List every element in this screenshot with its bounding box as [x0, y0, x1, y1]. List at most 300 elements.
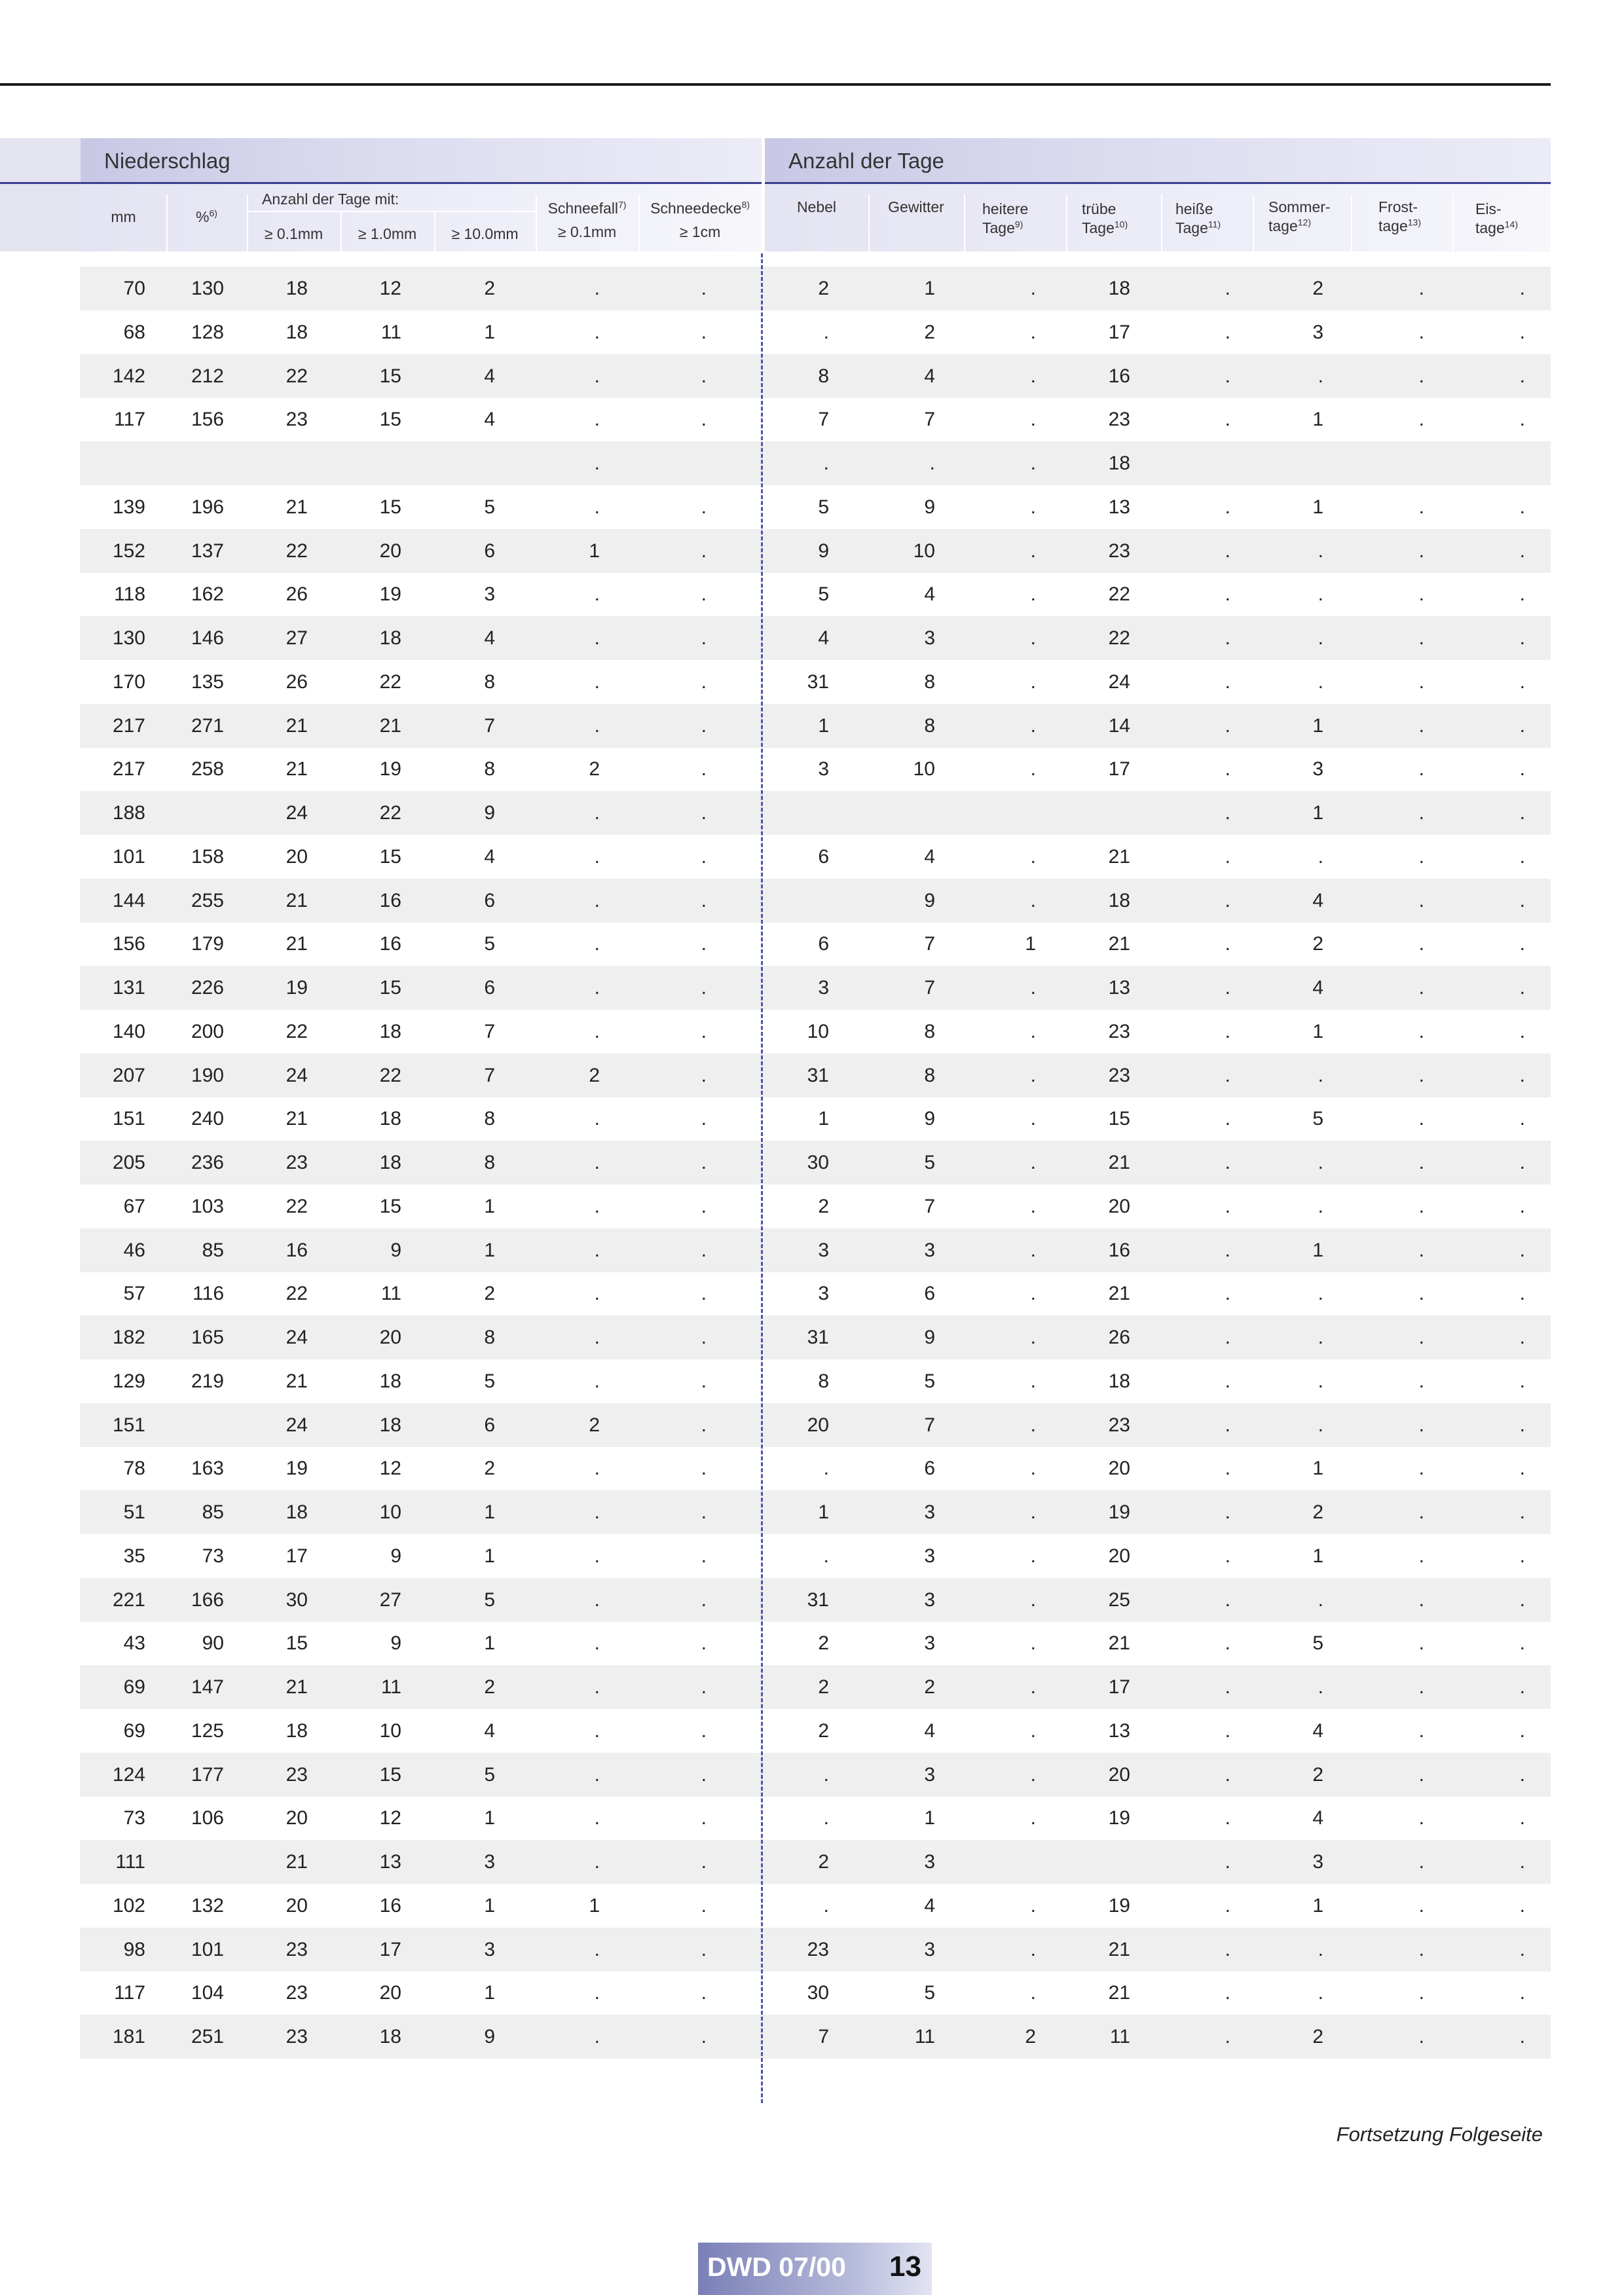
cell-pct: 147	[191, 1676, 224, 1698]
cell-heisse: .	[1225, 1283, 1230, 1305]
cell-truebe: 21	[1108, 1632, 1130, 1655]
cell-eis: .	[1519, 670, 1525, 693]
cell-schneefall: .	[594, 1020, 600, 1042]
cell-schneedecke: .	[701, 1458, 707, 1480]
cell-heitere: .	[1030, 1763, 1036, 1786]
cell-gewitter: 2	[924, 1676, 935, 1698]
cell-gewitter: 1	[924, 1807, 935, 1829]
cell-pct: 106	[191, 1807, 224, 1829]
cell-t100: 1	[484, 321, 495, 343]
cell-frost: .	[1418, 1676, 1424, 1698]
cell-truebe: 21	[1108, 845, 1130, 868]
cell-schneedecke: .	[701, 409, 707, 431]
cell-schneefall: .	[594, 1283, 600, 1305]
cell-gewitter: 6	[924, 1283, 935, 1305]
cell-mm: 156	[112, 933, 145, 955]
cell-pct: 85	[202, 1501, 224, 1523]
cell-sommer: .	[1318, 1676, 1323, 1698]
col-header-heisse	[1175, 200, 1221, 238]
cell-schneedecke: .	[701, 1501, 707, 1523]
cell-t100: 5	[484, 1370, 495, 1392]
cell-nebel: 7	[818, 2026, 829, 2047]
cell-nebel: .	[823, 1545, 829, 1567]
cell-heisse: .	[1225, 540, 1230, 562]
cell-frost: .	[1418, 758, 1424, 780]
cell-frost: .	[1418, 278, 1424, 299]
cell-heitere: .	[1030, 278, 1036, 299]
cell-eis: .	[1519, 933, 1525, 955]
cell-sommer: .	[1318, 1414, 1323, 1436]
cell-sommer: 1	[1312, 1239, 1323, 1261]
cell-eis: .	[1519, 365, 1525, 387]
cell-sommer: .	[1318, 1152, 1323, 1173]
cell-t100: 1	[484, 1239, 495, 1261]
cell-t10: 13	[379, 1851, 401, 1873]
cell-eis: .	[1519, 1327, 1525, 1348]
cell-gewitter: 4	[924, 1719, 935, 1742]
cell-eis: .	[1519, 1283, 1525, 1305]
cell-mm: 69	[123, 1676, 145, 1698]
cell-t100: 4	[484, 365, 495, 387]
cell-t10: 11	[380, 1283, 401, 1305]
cell-mm: 144	[112, 889, 145, 911]
cell-schneefall: .	[594, 1632, 600, 1655]
section-divider	[761, 253, 763, 2103]
cell-gewitter: 5	[924, 1982, 935, 2004]
cell-truebe: 22	[1108, 627, 1130, 649]
cell-heisse: .	[1225, 933, 1230, 955]
cell-eis: .	[1519, 1545, 1525, 1567]
cell-heisse: .	[1225, 1414, 1230, 1436]
table-row	[80, 1796, 1551, 1840]
cell-t10: 15	[379, 977, 401, 999]
cell-t10: 10	[379, 1719, 401, 1742]
cell-eis: .	[1519, 1982, 1525, 2004]
cell-schneedecke: .	[701, 1982, 707, 2004]
footnote-marker: 14)	[1504, 219, 1518, 230]
cell-t01: 21	[286, 758, 308, 780]
cell-schneedecke: .	[701, 977, 707, 999]
cell-gewitter: 7	[924, 409, 935, 431]
cell-mm: 102	[112, 1894, 145, 1917]
footnote-marker: 9)	[1014, 219, 1024, 230]
cell-schneedecke: .	[701, 278, 707, 299]
cell-t01: 23	[286, 1982, 308, 2004]
cell-schneedecke: .	[701, 1719, 707, 1742]
cell-t01: 22	[286, 1195, 308, 1217]
cell-schneedecke: .	[701, 1763, 707, 1786]
cell-schneedecke: .	[701, 1588, 707, 1611]
cell-pct: 125	[191, 1719, 224, 1742]
cell-sommer: 3	[1312, 758, 1323, 780]
cell-t100: 8	[484, 1327, 495, 1348]
cell-sommer: .	[1318, 1327, 1323, 1348]
cell-heisse: .	[1225, 1851, 1230, 1873]
cell-mm: 139	[112, 496, 145, 518]
cell-t10: 16	[379, 889, 401, 911]
table-row	[80, 1753, 1551, 1797]
cell-truebe: 13	[1108, 496, 1130, 518]
cell-t01: 17	[286, 1545, 308, 1567]
table-row	[80, 1359, 1551, 1403]
cell-heisse: .	[1225, 1501, 1230, 1523]
cell-mm: 70	[123, 278, 145, 299]
col-header-nebel: Nebel	[796, 198, 837, 215]
cell-gewitter: 4	[924, 365, 935, 387]
cell-nebel: 3	[818, 1239, 829, 1261]
cell-pct: 251	[191, 2026, 224, 2047]
cell-t10: 18	[379, 2026, 401, 2047]
cell-heisse: .	[1225, 1807, 1230, 1829]
cell-eis: .	[1519, 1064, 1525, 1086]
cell-truebe: 15	[1108, 1108, 1130, 1130]
cell-sommer: 2	[1312, 2026, 1323, 2047]
col-header-gewitter: Gewitter	[888, 198, 944, 215]
cell-frost: .	[1418, 409, 1424, 431]
cell-truebe: 21	[1108, 933, 1130, 955]
cell-t01: 21	[286, 1851, 308, 1873]
cell-truebe: 18	[1108, 278, 1130, 299]
cell-schneefall: .	[594, 278, 600, 299]
cell-schneefall: .	[594, 365, 600, 387]
cell-sommer: 2	[1312, 1501, 1323, 1523]
cell-sommer: .	[1318, 1370, 1323, 1392]
cell-t100: 6	[484, 889, 495, 911]
cell-truebe: 13	[1108, 977, 1130, 999]
cell-heitere: .	[1030, 1501, 1036, 1523]
footnote-marker: 13)	[1407, 217, 1421, 228]
cell-pct: 190	[191, 1064, 224, 1086]
cell-gewitter: 4	[924, 1894, 935, 1917]
cell-t10: 9	[390, 1545, 401, 1567]
cell-eis: .	[1519, 758, 1525, 780]
cell-schneefall: .	[594, 1370, 600, 1392]
cell-t100: 7	[484, 714, 495, 737]
table-row	[80, 266, 1551, 310]
table-row	[80, 704, 1551, 748]
cell-truebe: 20	[1108, 1458, 1130, 1480]
cell-pct: 166	[191, 1588, 224, 1611]
cell-t100: 1	[484, 1894, 495, 1917]
cell-heisse: .	[1225, 2026, 1230, 2047]
cell-t10: 20	[379, 1982, 401, 2004]
cell-truebe: 14	[1108, 714, 1130, 737]
cell-heisse: .	[1225, 1938, 1230, 1960]
cell-pct: 103	[191, 1195, 224, 1217]
cell-heitere: .	[1030, 1414, 1036, 1436]
col-header-heitere-line1: heitere	[982, 200, 1029, 217]
cell-t01: 26	[286, 670, 308, 693]
cell-truebe: 25	[1108, 1588, 1130, 1611]
cell-mm: 217	[112, 714, 145, 737]
cell-frost: .	[1418, 1982, 1424, 2004]
cell-pct: 101	[191, 1938, 224, 1960]
cell-heisse: .	[1225, 1763, 1230, 1786]
cell-eis: .	[1519, 583, 1525, 606]
cell-sommer: .	[1318, 365, 1323, 387]
cell-schneedecke: .	[701, 1152, 707, 1173]
cell-t100: 3	[484, 1851, 495, 1873]
section-title-niederschlag: Niederschlag	[104, 149, 231, 173]
continuation-note: Fortsetzung Folgeseite	[1336, 2123, 1543, 2146]
cell-t100: 1	[484, 1632, 495, 1655]
cell-heitere: .	[1030, 758, 1036, 780]
cell-t01: 22	[286, 540, 308, 562]
cell-heisse: .	[1225, 583, 1230, 606]
cell-t01: 21	[286, 496, 308, 518]
cell-mm: 111	[115, 1851, 145, 1873]
cell-t100: 9	[484, 802, 495, 824]
cell-schneefall: .	[594, 1195, 600, 1217]
col-header-heisse-line2: Tage	[1175, 219, 1208, 236]
table-row	[80, 1884, 1551, 1928]
cell-schneedecke: .	[701, 1545, 707, 1567]
cell-heisse: .	[1225, 714, 1230, 737]
cell-t100: 1	[484, 1982, 495, 2004]
col-header-schneefall-thr: ≥ 0.1mm	[557, 223, 617, 240]
table-row	[80, 791, 1551, 835]
cell-t10: 15	[379, 1763, 401, 1786]
cell-pct: 162	[191, 583, 224, 606]
cell-truebe: 20	[1108, 1763, 1130, 1786]
cell-schneedecke: .	[701, 1807, 707, 1829]
header-separator	[1161, 194, 1162, 251]
table-row	[80, 1315, 1551, 1359]
cell-pct: 73	[202, 1545, 224, 1567]
cell-t01: 18	[286, 1719, 308, 1742]
cell-truebe: 21	[1108, 1982, 1130, 2004]
cell-pct: 179	[191, 933, 224, 955]
cell-schneedecke: .	[701, 321, 707, 343]
cell-t10: 9	[390, 1632, 401, 1655]
cell-gewitter: 9	[924, 889, 935, 911]
cell-pct: 200	[191, 1020, 224, 1042]
cell-nebel: 20	[807, 1414, 829, 1436]
cell-schneefall: .	[594, 1108, 600, 1130]
cell-mm: 57	[123, 1283, 145, 1305]
cell-eis: .	[1519, 1152, 1525, 1173]
cell-eis: .	[1519, 1239, 1525, 1261]
cell-heisse: .	[1225, 1327, 1230, 1348]
cell-schneefall: .	[594, 496, 600, 518]
cell-heitere: .	[1030, 1195, 1036, 1217]
cell-heisse: .	[1225, 1458, 1230, 1480]
cell-t01: 23	[286, 2026, 308, 2047]
cell-heitere: .	[1030, 1020, 1036, 1042]
cell-gewitter: 7	[924, 977, 935, 999]
cell-eis: .	[1519, 321, 1525, 343]
cell-frost: .	[1418, 321, 1424, 343]
cell-pct: 135	[191, 670, 224, 693]
cell-schneefall: .	[594, 1719, 600, 1742]
cell-nebel: 23	[807, 1938, 829, 1960]
cell-pct: 85	[202, 1239, 224, 1261]
cell-schneefall: .	[594, 1676, 600, 1698]
cell-schneefall: .	[594, 452, 600, 474]
table-row	[80, 879, 1551, 923]
cell-truebe: 21	[1108, 1152, 1130, 1173]
cell-mm: 78	[123, 1458, 145, 1480]
cell-sommer: .	[1318, 1982, 1323, 2004]
cell-heisse: .	[1225, 1545, 1230, 1567]
cell-nebel: .	[823, 1763, 829, 1786]
cell-gewitter: 3	[924, 1763, 935, 1786]
cell-nebel: 31	[807, 1588, 829, 1611]
cell-gewitter: 3	[924, 1588, 935, 1611]
table-row	[80, 1534, 1551, 1578]
cell-frost: .	[1418, 889, 1424, 911]
cell-t10: 12	[379, 1458, 401, 1480]
cell-heisse: .	[1225, 627, 1230, 649]
cell-truebe: 23	[1108, 1064, 1130, 1086]
cell-t01: 20	[286, 845, 308, 868]
cell-frost: .	[1418, 1108, 1424, 1130]
cell-frost: .	[1418, 1239, 1424, 1261]
table-row	[80, 2015, 1551, 2059]
cell-sommer: 1	[1312, 1894, 1323, 1917]
cell-heisse: .	[1225, 1152, 1230, 1173]
section-header-anzahl	[765, 138, 1551, 183]
cell-gewitter: 5	[924, 1370, 935, 1392]
cell-t100: 5	[484, 1763, 495, 1786]
cell-frost: .	[1418, 845, 1424, 868]
cell-sommer: .	[1318, 845, 1323, 868]
cell-mm: 207	[112, 1064, 145, 1086]
cell-schneefall: .	[594, 889, 600, 911]
cell-frost: .	[1418, 1414, 1424, 1436]
cell-truebe: 11	[1109, 2026, 1130, 2047]
cell-eis: .	[1519, 1676, 1525, 1698]
cell-frost: .	[1418, 1064, 1424, 1086]
cell-frost: .	[1418, 1283, 1424, 1305]
footnote-marker: 12)	[1297, 217, 1311, 228]
col-header-thr-01: ≥ 0.1mm	[264, 225, 323, 242]
cell-frost: .	[1418, 1938, 1424, 1960]
col-header-mm: mm	[111, 208, 136, 225]
cell-nebel: 2	[818, 1676, 829, 1698]
cell-eis: .	[1519, 1501, 1525, 1523]
cell-sommer: 1	[1312, 1458, 1323, 1480]
cell-mm: 51	[123, 1501, 145, 1523]
cell-t10: 15	[379, 845, 401, 868]
cell-sommer: 3	[1312, 321, 1323, 343]
cell-mm: 118	[114, 583, 145, 606]
cell-t10: 18	[379, 1152, 401, 1173]
cell-nebel: .	[823, 1894, 829, 1917]
cell-pct: 116	[193, 1283, 224, 1305]
cell-schneefall: .	[594, 2026, 600, 2047]
col-header-eistage	[1475, 200, 1518, 238]
cell-t100: 6	[484, 1414, 495, 1436]
cell-heisse: .	[1225, 977, 1230, 999]
table-row	[80, 1141, 1551, 1184]
cell-schneedecke: .	[701, 583, 707, 606]
cell-eis: .	[1519, 1851, 1525, 1873]
cell-frost: .	[1418, 1370, 1424, 1392]
cell-frost: .	[1418, 1327, 1424, 1348]
table-row	[80, 441, 1551, 485]
cell-nebel: 6	[818, 845, 829, 868]
section-title-anzahl: Anzahl der Tage	[788, 149, 944, 173]
cell-schneedecke: .	[701, 627, 707, 649]
cell-gewitter: 3	[924, 1501, 935, 1523]
header-separator	[1351, 194, 1352, 251]
cell-t01: 18	[286, 1501, 308, 1523]
cell-heitere: .	[1030, 670, 1036, 693]
cell-gewitter: 3	[924, 1938, 935, 1960]
cell-eis: .	[1519, 1458, 1525, 1480]
cell-nebel: 31	[807, 1064, 829, 1086]
cell-t10: 15	[379, 409, 401, 431]
cell-schneefall: .	[594, 1588, 600, 1611]
cell-mm: 151	[112, 1414, 145, 1436]
cell-schneedecke: .	[701, 2026, 707, 2047]
cell-schneefall: 2	[589, 1064, 600, 1086]
cell-eis: .	[1519, 1414, 1525, 1436]
cell-eis: .	[1519, 1108, 1525, 1130]
cell-schneedecke: .	[701, 540, 707, 562]
cell-frost: .	[1418, 627, 1424, 649]
cell-eis: .	[1519, 278, 1525, 299]
cell-t01: 24	[286, 1064, 308, 1086]
cell-t10: 16	[379, 933, 401, 955]
col-header-schneefall-label: Schneefall	[547, 200, 618, 217]
cell-nebel: 5	[818, 583, 829, 606]
cell-heitere: .	[1030, 1807, 1036, 1829]
cell-heisse: .	[1225, 1982, 1230, 2004]
cell-t100: 9	[484, 2026, 495, 2047]
col-header-eistage-line1: Eis-	[1475, 200, 1502, 217]
cell-t100: 3	[484, 583, 495, 606]
cell-t01: 21	[286, 1108, 308, 1130]
cell-t100: 6	[484, 540, 495, 562]
cell-t10: 10	[379, 1501, 401, 1523]
cell-eis: .	[1519, 540, 1525, 562]
cell-t01: 21	[286, 933, 308, 955]
cell-frost: .	[1418, 670, 1424, 693]
cell-sommer: 1	[1312, 1545, 1323, 1567]
table-row	[80, 354, 1551, 398]
cell-heisse: .	[1225, 1894, 1230, 1917]
cell-mm: 151	[112, 1108, 145, 1130]
cell-t10: 22	[379, 802, 401, 824]
cell-gewitter: 7	[924, 1414, 935, 1436]
cell-eis: .	[1519, 1938, 1525, 1960]
cell-heitere: .	[1030, 1938, 1036, 1960]
cell-heisse: .	[1225, 496, 1230, 518]
cell-pct: 132	[191, 1894, 224, 1917]
cell-heitere: .	[1030, 977, 1036, 999]
cell-t01: 21	[286, 714, 308, 737]
cell-pct: 226	[191, 977, 224, 999]
cell-eis: .	[1519, 1632, 1525, 1655]
cell-gewitter: 9	[924, 1327, 935, 1348]
col-header-frosttage-line1: Frost-	[1378, 198, 1418, 215]
cell-nebel: 2	[818, 278, 829, 299]
cell-gewitter: 10	[913, 540, 935, 562]
cell-mm: 181	[112, 2026, 145, 2047]
cell-t100: 8	[484, 1152, 495, 1173]
col-header-thr-10: ≥ 1.0mm	[358, 225, 417, 242]
cell-schneefall: .	[594, 1938, 600, 1960]
col-header-eistage-line2: tage	[1475, 219, 1505, 236]
cell-sommer: .	[1318, 670, 1323, 693]
cell-pct: 240	[191, 1108, 224, 1130]
cell-t10: 20	[379, 540, 401, 562]
cell-gewitter: 4	[924, 583, 935, 606]
footnote-marker: 7)	[618, 199, 627, 210]
cell-sommer: .	[1318, 1938, 1323, 1960]
